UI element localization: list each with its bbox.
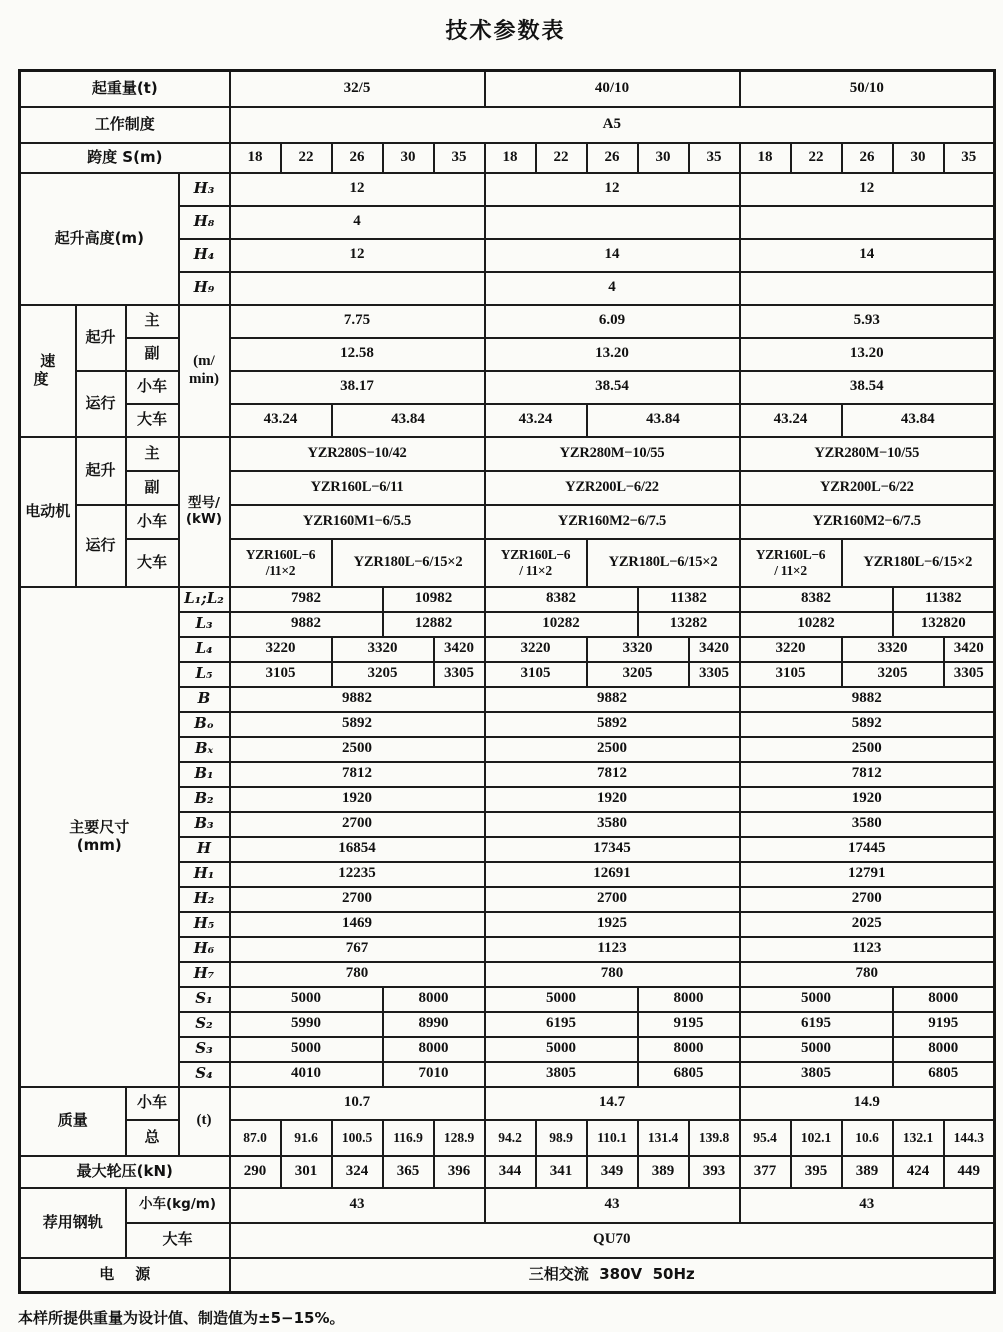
dim-value: 3205 <box>332 662 434 687</box>
dim-value: 2025 <box>740 912 995 937</box>
motor-model: YZR160M2−6/7.5 <box>740 505 995 539</box>
dim-key: S₂ <box>179 1012 230 1037</box>
mass-value: 132.1 <box>893 1120 944 1156</box>
motor-travel-group-label: 运行 <box>76 505 126 587</box>
dim-value: 7982 <box>230 587 383 612</box>
mass-value: 139.8 <box>689 1120 740 1156</box>
span-value: 18 <box>230 143 281 173</box>
row-hoist-h3 <box>20 173 995 206</box>
wheel-pressure-value: 389 <box>638 1156 689 1188</box>
speed-unit-line1: (m/ <box>193 353 215 370</box>
dim-key: H₆ <box>179 937 230 962</box>
dim-value: 5000 <box>230 1037 383 1062</box>
mass-value: 14.9 <box>740 1087 995 1120</box>
row-dim <box>20 587 995 612</box>
capacity-value: 32/5 <box>230 71 485 107</box>
span-value: 26 <box>842 143 893 173</box>
dim-value: 12791 <box>740 862 995 887</box>
hoist-value <box>230 272 485 305</box>
dim-value: 9195 <box>893 1012 995 1037</box>
dim-value: 1925 <box>485 912 740 937</box>
dim-value: 2700 <box>485 887 740 912</box>
dim-value: 5000 <box>230 987 383 1012</box>
dim-value: 8000 <box>638 1037 740 1062</box>
dim-value: 1920 <box>230 787 485 812</box>
row-duty-class <box>20 107 995 143</box>
dim-value: 767 <box>230 937 485 962</box>
rail-section-label: 荐用钢轨 <box>20 1188 126 1258</box>
dim-value: 9882 <box>740 687 995 712</box>
dim-value: 12235 <box>230 862 485 887</box>
row-speed-bridge <box>20 404 995 437</box>
dim-value: 12882 <box>383 612 485 637</box>
dim-value: 5892 <box>740 712 995 737</box>
capacity-value: 50/10 <box>740 71 995 107</box>
dim-value: 7010 <box>383 1062 485 1087</box>
wheel-pressure-value: 324 <box>332 1156 383 1188</box>
row-span <box>20 143 995 173</box>
hoist-value: 4 <box>230 206 485 239</box>
motor-model-line2: / 11×2 <box>519 562 552 578</box>
mass-value: 110.1 <box>587 1120 638 1156</box>
motor-bridge-label: 大车 <box>126 539 179 587</box>
dim-value: 3320 <box>842 637 944 662</box>
speed-bridge-label: 大车 <box>126 404 179 437</box>
dim-value: 17345 <box>485 837 740 862</box>
hoist-value <box>485 206 740 239</box>
dim-value: 2500 <box>230 737 485 762</box>
dim-value: 2700 <box>230 812 485 837</box>
span-label: 跨度 S(m) <box>20 143 230 173</box>
mass-unit: (t) <box>179 1087 230 1156</box>
hoist-value: 4 <box>485 272 740 305</box>
wheel-pressure-label: 最大轮压(kN) <box>20 1156 230 1188</box>
dim-value: 3805 <box>485 1062 638 1087</box>
speed-unit <box>179 305 230 437</box>
wheel-pressure-value: 377 <box>740 1156 791 1188</box>
dim-key: H₁ <box>179 862 230 887</box>
dim-value: 8382 <box>485 587 638 612</box>
dim-value: 3205 <box>587 662 689 687</box>
hoist-value: 14 <box>485 239 740 272</box>
dim-value: 17445 <box>740 837 995 862</box>
span-value: 22 <box>536 143 587 173</box>
row-motor-aux <box>20 471 995 505</box>
row-mass-total <box>20 1120 995 1156</box>
dim-key: L₄ <box>179 637 230 662</box>
dim-key: L₃ <box>179 612 230 637</box>
dim-key: H₈ <box>179 206 230 239</box>
rail-value: 43 <box>230 1188 485 1223</box>
dim-value: 11382 <box>893 587 995 612</box>
row-speed-trolley <box>20 371 995 404</box>
mass-value: 87.0 <box>230 1120 281 1156</box>
dim-value: 6805 <box>638 1062 740 1087</box>
span-value: 26 <box>332 143 383 173</box>
speed-hoist-group-label: 起升 <box>76 305 126 371</box>
motor-unit-line2: (kW) <box>185 510 223 527</box>
motor-model: YZR160L−6/11 <box>230 471 485 505</box>
dim-value: 2500 <box>740 737 995 762</box>
speed-value: 38.54 <box>740 371 995 404</box>
dim-value: 3105 <box>485 662 587 687</box>
duty-class-value: A5 <box>230 107 995 143</box>
row-motor-main <box>20 437 995 471</box>
dim-value: 3580 <box>485 812 740 837</box>
dim-value: 8382 <box>740 587 893 612</box>
rail-value: 43 <box>740 1188 995 1223</box>
dim-value: 1920 <box>485 787 740 812</box>
dim-key: Bₓ <box>179 737 230 762</box>
hoist-value: 12 <box>230 239 485 272</box>
main-dimensions-label <box>20 587 179 1087</box>
dim-key: H <box>179 837 230 862</box>
mass-value: 102.1 <box>791 1120 842 1156</box>
dim-value: 1123 <box>485 937 740 962</box>
dim-value: 132820 <box>893 612 995 637</box>
span-value: 22 <box>281 143 332 173</box>
mass-value: 128.9 <box>434 1120 485 1156</box>
speed-value: 5.93 <box>740 305 995 338</box>
dim-value: 6195 <box>485 1012 638 1037</box>
motor-model: YZR160M1−6/5.5 <box>230 505 485 539</box>
dim-value: 3220 <box>485 637 587 662</box>
motor-hoist-group-label: 起升 <box>76 437 126 505</box>
speed-value: 43.24 <box>485 404 587 437</box>
dim-value: 6805 <box>893 1062 995 1087</box>
motor-main-label: 主 <box>126 437 179 471</box>
row-motor-trolley <box>20 505 995 539</box>
dim-value: 5000 <box>740 1037 893 1062</box>
motor-unit <box>179 437 230 587</box>
dim-key: Bₒ <box>179 712 230 737</box>
motor-model-line2: /11×2 <box>265 562 296 578</box>
dim-key: S₁ <box>179 987 230 1012</box>
mass-value: 14.7 <box>485 1087 740 1120</box>
row-capacity <box>20 71 995 107</box>
speed-value: 13.20 <box>740 338 995 371</box>
motor-model: YZR280S−10/42 <box>230 437 485 471</box>
speed-value: 7.75 <box>230 305 485 338</box>
hoist-value: 14 <box>740 239 995 272</box>
motor-model <box>740 539 842 587</box>
wheel-pressure-value: 395 <box>791 1156 842 1188</box>
speed-main-label: 主 <box>126 305 179 338</box>
wheel-pressure-value: 393 <box>689 1156 740 1188</box>
dim-value: 780 <box>740 962 995 987</box>
row-motor-bridge <box>20 539 995 587</box>
dim-value: 3305 <box>944 662 995 687</box>
dim-value: 3805 <box>740 1062 893 1087</box>
speed-value: 43.24 <box>230 404 332 437</box>
dim-value: 3320 <box>332 637 434 662</box>
speed-value: 38.17 <box>230 371 485 404</box>
dim-value: 12691 <box>485 862 740 887</box>
motor-model <box>230 539 332 587</box>
span-value: 18 <box>485 143 536 173</box>
wheel-pressure-value: 341 <box>536 1156 587 1188</box>
dim-value: 5000 <box>485 1037 638 1062</box>
speed-trolley-label: 小车 <box>126 371 179 404</box>
dim-value: 7812 <box>740 762 995 787</box>
wheel-pressure-value: 301 <box>281 1156 332 1188</box>
motor-section-label: 电动机 <box>20 437 76 587</box>
speed-value: 12.58 <box>230 338 485 371</box>
dim-value: 11382 <box>638 587 740 612</box>
dim-key: B₃ <box>179 812 230 837</box>
capacity-value: 40/10 <box>485 71 740 107</box>
dim-value: 9882 <box>230 612 383 637</box>
dim-value: 8000 <box>638 987 740 1012</box>
motor-model-line1: YZR160L−6 <box>500 546 571 562</box>
dim-value: 3420 <box>689 637 740 662</box>
hoist-value: 12 <box>485 173 740 206</box>
motor-model: YZR180L−6/15×2 <box>842 539 995 587</box>
dim-value: 5000 <box>485 987 638 1012</box>
speed-value: 13.20 <box>485 338 740 371</box>
mass-value: 10.7 <box>230 1087 485 1120</box>
hoist-height-label: 起升高度(m) <box>20 173 179 305</box>
dim-key: H₉ <box>179 272 230 305</box>
dim-key: L₅ <box>179 662 230 687</box>
span-value: 35 <box>434 143 485 173</box>
row-rail-bridge <box>20 1223 995 1258</box>
motor-model-line2: / 11×2 <box>774 562 807 578</box>
motor-model: YZR280M−10/55 <box>485 437 740 471</box>
dim-key: B₂ <box>179 787 230 812</box>
dim-value: 3105 <box>740 662 842 687</box>
motor-model <box>485 539 587 587</box>
dim-value: 2700 <box>230 887 485 912</box>
dim-value: 3420 <box>434 637 485 662</box>
span-value: 30 <box>638 143 689 173</box>
rail-trolley-label: 小车(kg/m) <box>126 1188 230 1223</box>
speed-value: 43.24 <box>740 404 842 437</box>
mass-value: 100.5 <box>332 1120 383 1156</box>
motor-model: YZR180L−6/15×2 <box>587 539 740 587</box>
mass-total-label: 总 <box>126 1120 179 1156</box>
main-dimensions-label-line1: 主要尺寸 <box>69 818 130 837</box>
dim-value: 16854 <box>230 837 485 862</box>
hoist-value <box>740 272 995 305</box>
main-dimensions-label-line2: (mm) <box>76 835 122 854</box>
dim-value: 8000 <box>893 987 995 1012</box>
motor-trolley-label: 小车 <box>126 505 179 539</box>
wheel-pressure-value: 349 <box>587 1156 638 1188</box>
dim-key: H₇ <box>179 962 230 987</box>
dim-value: 3220 <box>230 637 332 662</box>
dim-key: L₁;L₂ <box>179 587 230 612</box>
rail-bridge-label: 大车 <box>126 1223 230 1258</box>
dim-value: 10282 <box>485 612 638 637</box>
capacity-label: 起重量(t) <box>20 71 230 107</box>
dim-value: 7812 <box>230 762 485 787</box>
speed-aux-label: 副 <box>126 338 179 371</box>
mass-value: 91.6 <box>281 1120 332 1156</box>
row-wheel-pressure <box>20 1156 995 1188</box>
dim-value: 8000 <box>893 1037 995 1062</box>
motor-model: YZR160M2−6/7.5 <box>485 505 740 539</box>
speed-travel-group-label: 运行 <box>76 371 126 437</box>
technical-parameters-table <box>18 69 996 1294</box>
wheel-pressure-value: 290 <box>230 1156 281 1188</box>
dim-value: 3205 <box>842 662 944 687</box>
dim-value: 3305 <box>434 662 485 687</box>
dim-key: H₃ <box>179 173 230 206</box>
dim-value: 3320 <box>587 637 689 662</box>
span-value: 26 <box>587 143 638 173</box>
duty-class-label: 工作制度 <box>20 107 230 143</box>
dim-value: 2700 <box>740 887 995 912</box>
dim-value: 3580 <box>740 812 995 837</box>
motor-model: YZR280M−10/55 <box>740 437 995 471</box>
motor-model-line1: YZR160L−6 <box>755 546 826 562</box>
mass-section-label: 质量 <box>20 1087 126 1156</box>
mass-value: 116.9 <box>383 1120 434 1156</box>
dim-value: 1469 <box>230 912 485 937</box>
motor-unit-line1: 型号/ <box>188 494 220 511</box>
power-value: 三相交流 380V 50Hz <box>230 1258 995 1293</box>
dim-key: H₂ <box>179 887 230 912</box>
rail-value: 43 <box>485 1188 740 1223</box>
dim-value: 5892 <box>230 712 485 737</box>
dim-value: 1920 <box>740 787 995 812</box>
mass-value: 95.4 <box>740 1120 791 1156</box>
mass-value: 10.6 <box>842 1120 893 1156</box>
span-value: 30 <box>383 143 434 173</box>
dim-key: S₃ <box>179 1037 230 1062</box>
speed-section-label: 速度 <box>20 305 76 437</box>
dim-key: B₁ <box>179 762 230 787</box>
dim-value: 4010 <box>230 1062 383 1087</box>
dim-value: 10982 <box>383 587 485 612</box>
dim-value: 9882 <box>230 687 485 712</box>
hoist-value: 12 <box>230 173 485 206</box>
span-value: 35 <box>689 143 740 173</box>
page-title: 技术参数表 <box>445 19 566 44</box>
mass-trolley-label: 小车 <box>126 1087 179 1120</box>
dim-key: H₅ <box>179 912 230 937</box>
dim-value: 3105 <box>230 662 332 687</box>
mass-value: 98.9 <box>536 1120 587 1156</box>
speed-value: 43.84 <box>842 404 995 437</box>
motor-model-line1: YZR160L−6 <box>245 546 316 562</box>
wheel-pressure-value: 389 <box>842 1156 893 1188</box>
dim-value: 5892 <box>485 712 740 737</box>
row-speed-main <box>20 305 995 338</box>
dim-value: 1123 <box>740 937 995 962</box>
speed-value: 43.84 <box>587 404 740 437</box>
dim-value: 5990 <box>230 1012 383 1037</box>
dim-value: 780 <box>230 962 485 987</box>
motor-model: YZR180L−6/15×2 <box>332 539 485 587</box>
motor-aux-label: 副 <box>126 471 179 505</box>
dim-value: 2500 <box>485 737 740 762</box>
speed-value: 38.54 <box>485 371 740 404</box>
row-speed-aux <box>20 338 995 371</box>
dim-value: 13282 <box>638 612 740 637</box>
dim-value: 3220 <box>740 637 842 662</box>
motor-model: YZR200L−6/22 <box>740 471 995 505</box>
dim-value: 7812 <box>485 762 740 787</box>
dim-value: 3420 <box>944 637 995 662</box>
wheel-pressure-value: 449 <box>944 1156 995 1188</box>
span-value: 30 <box>893 143 944 173</box>
wheel-pressure-value: 424 <box>893 1156 944 1188</box>
dim-value: 8000 <box>383 1037 485 1062</box>
row-mass-trolley <box>20 1087 995 1120</box>
mass-value: 144.3 <box>944 1120 995 1156</box>
dim-key: S₄ <box>179 1062 230 1087</box>
dim-value: 8000 <box>383 987 485 1012</box>
hoist-value <box>740 206 995 239</box>
rail-bridge-value: QU70 <box>230 1223 995 1258</box>
hoist-value: 12 <box>740 173 995 206</box>
dim-value: 6195 <box>740 1012 893 1037</box>
dim-value: 3305 <box>689 662 740 687</box>
motor-model: YZR200L−6/22 <box>485 471 740 505</box>
mass-value: 131.4 <box>638 1120 689 1156</box>
span-value: 22 <box>791 143 842 173</box>
dim-value: 8990 <box>383 1012 485 1037</box>
row-rail-trolley <box>20 1188 995 1223</box>
wheel-pressure-value: 365 <box>383 1156 434 1188</box>
dim-value: 780 <box>485 962 740 987</box>
span-value: 18 <box>740 143 791 173</box>
dim-key: H₄ <box>179 239 230 272</box>
speed-unit-line2: min) <box>189 370 219 387</box>
dim-value: 10282 <box>740 612 893 637</box>
row-power <box>20 1258 995 1293</box>
power-label: 电源 <box>20 1258 230 1293</box>
speed-value: 6.09 <box>485 305 740 338</box>
dim-value: 9195 <box>638 1012 740 1037</box>
speed-value: 43.84 <box>332 404 485 437</box>
footer-note: 本样所提供重量为设计值、制造值为±5−15%。 <box>18 1309 345 1327</box>
dim-value: 9882 <box>485 687 740 712</box>
wheel-pressure-value: 396 <box>434 1156 485 1188</box>
mass-value: 94.2 <box>485 1120 536 1156</box>
dim-key: B <box>179 687 230 712</box>
dim-value: 5000 <box>740 987 893 1012</box>
span-value: 35 <box>944 143 995 173</box>
wheel-pressure-value: 344 <box>485 1156 536 1188</box>
